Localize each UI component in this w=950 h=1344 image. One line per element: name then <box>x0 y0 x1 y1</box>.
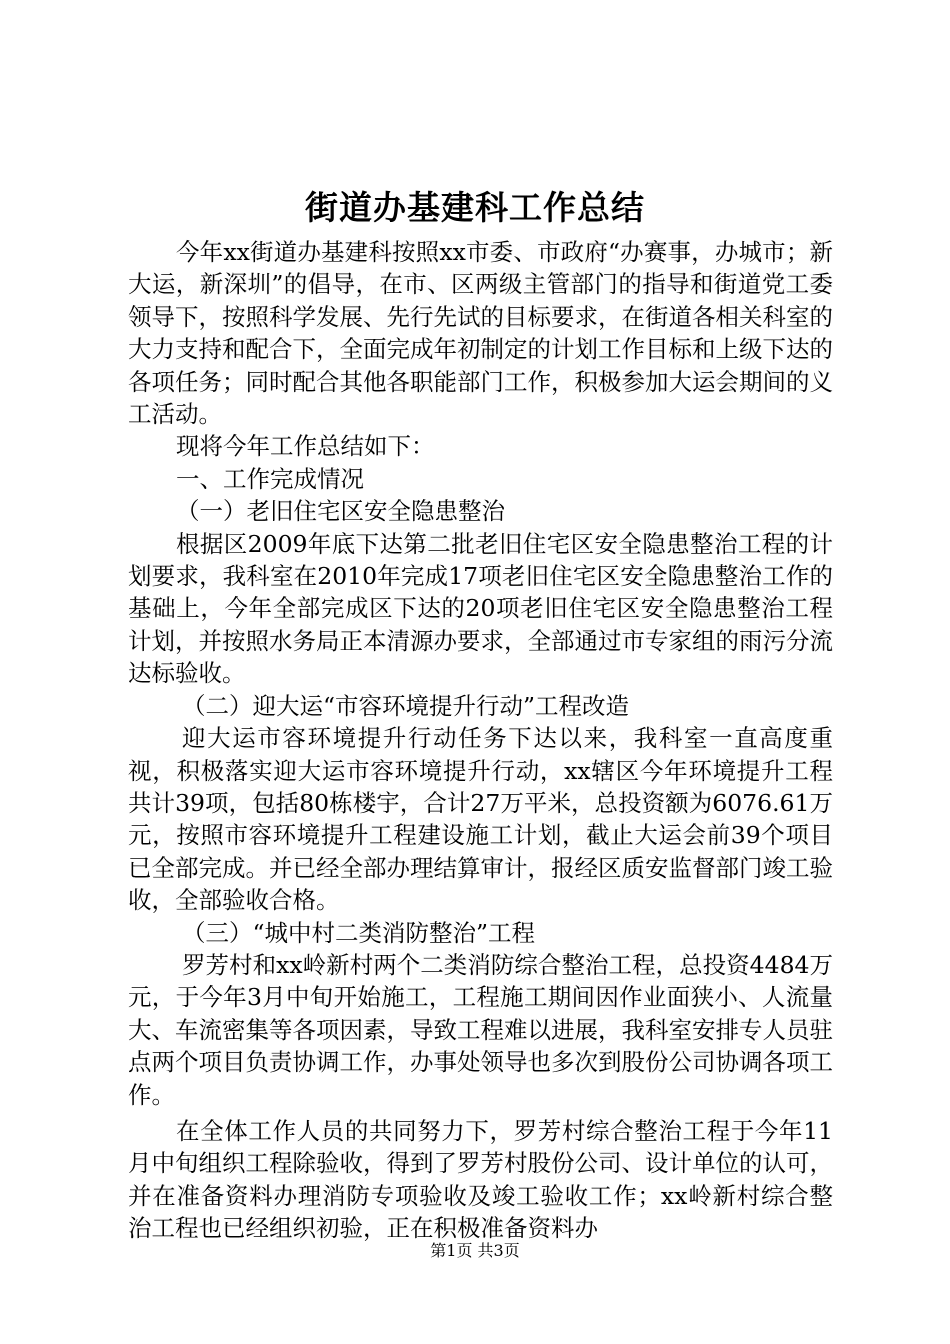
subsection-heading-2: （二）迎大运“市容环境提升行动”工程改造 <box>182 691 630 720</box>
subsection-heading-3: （三）“城中村二类消防整治”工程 <box>182 918 536 947</box>
subsection-heading-1: （一）老旧住宅区安全隐患整治 <box>176 497 505 526</box>
document-body <box>128 236 833 1245</box>
document-title: 街道办基建科工作总结 <box>305 188 645 227</box>
page-footer: 第1页 共3页 <box>430 1241 520 1260</box>
paragraph-progress: 在全体工作人员的共同努力下，罗芳村综合整治工程于今年11月中旬组织工程除验收，得到了罗芳村股份公司、设计单位的认可，并在准备资料办理消防专项验收及竣工验收工作；xx岭新村综合整治工程也已经组织初验，正在积极准备资料办 <box>128 1116 833 1243</box>
paragraph-summary-lead: 现将今年工作总结如下： <box>176 432 435 461</box>
paragraph-intro: 今年xx街道办基建科按照xx市委、市政府“办赛事，办城市；新大运，新深圳”的倡导，在市、区两级主管部门的指导和街道党工委领导下，按照科学发展、先行先试的目标要求，在街道各相关科室的大力支持和配合下，全面完成年初制定的计划工作目标和上级下达的各项任务；同时配合其他各职能部门工作，积极参加大运会期间的义工活动。 <box>128 238 833 429</box>
section-heading-1: 一、工作完成情况 <box>176 464 364 493</box>
paragraph-subsection-1: 根据区2009年底下达第二批老旧住宅区安全隐患整治工程的计划要求，我科室在2010年完成17项老旧住宅区安全隐患整治工作的基础上，今年全部完成区下达的20项老旧住宅区安全隐患整治工程计划，并按照水务局正本清源办要求，全部通过市专家组的雨污分流达标验收。 <box>128 529 833 688</box>
paragraph-subsection-2: 迎大运市容环境提升行动任务下达以来，我科室一直高度重视，积极落实迎大运市容环境提升行动，xx辖区今年环境提升工程共计39项，包括80栋楼宇，合计27万平米，总投资额为6076.61万元，按照市容环境提升工程建设施工计划，截止大运会前39个项目已全部完成。并已经全部办理结算审计，报经区质安监督部门竣工验收，全部验收合格。 <box>128 724 833 915</box>
paragraph-subsection-3: 罗芳村和xx岭新村两个二类消防综合整治工程，总投资4484万元，于今年3月中旬开始施工，工程施工期间因作业面狭小、人流量大、车流密集等各项因素，导致工程难以进展，我科室安排专人员驻点两个项目负责协调工作，办事处领导也多次到股份公司协调各项工作。 <box>128 950 833 1109</box>
